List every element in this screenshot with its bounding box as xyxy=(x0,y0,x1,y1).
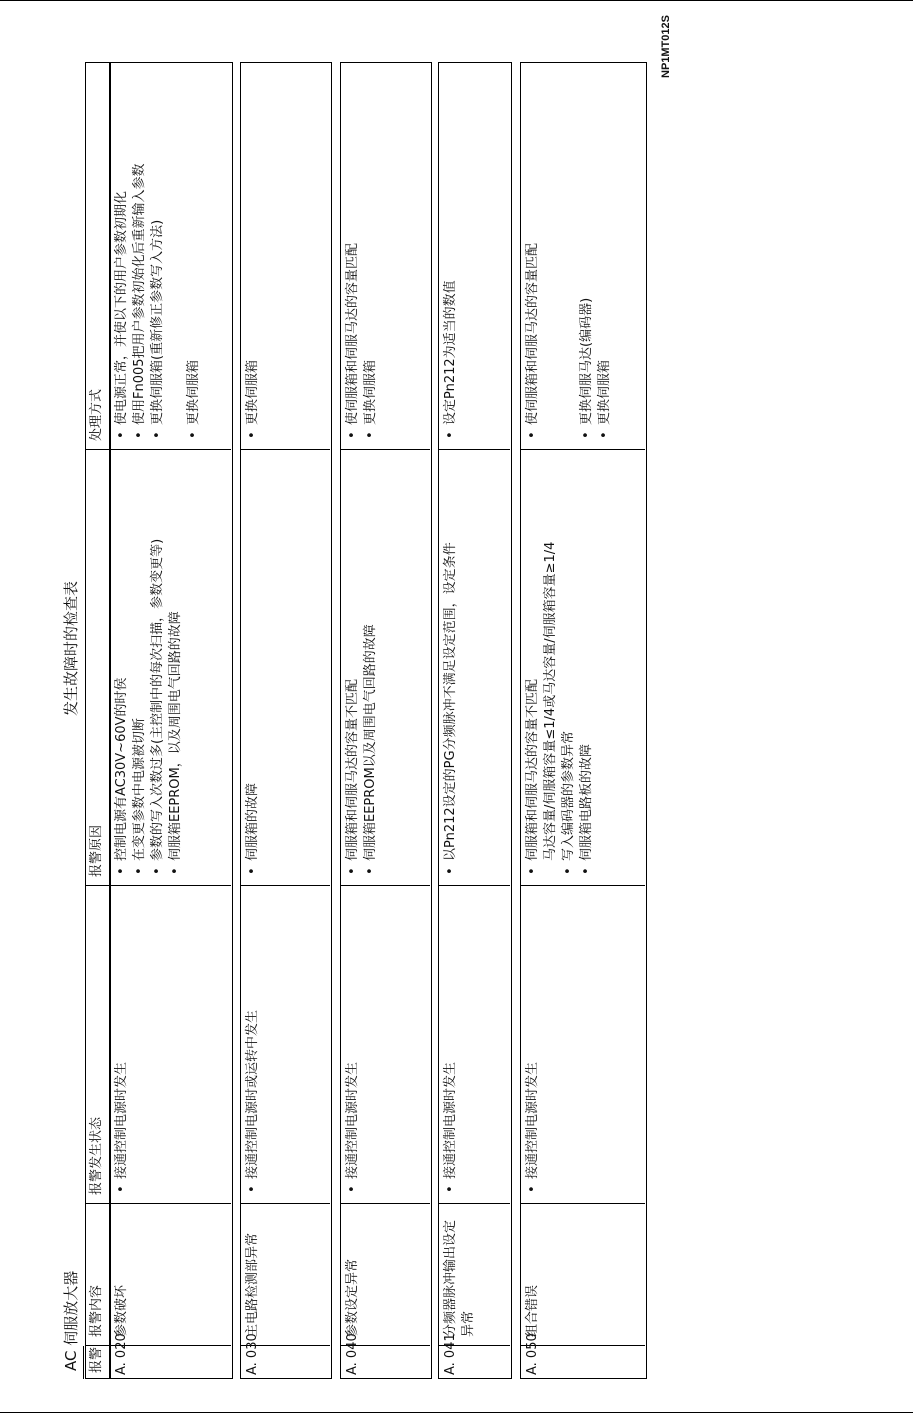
header-state: 报警发生状态 xyxy=(89,1116,104,1195)
alarm-content: 分频器脉冲输出设定异常 xyxy=(443,1219,476,1337)
alarm-code: A. 020 xyxy=(114,1333,129,1375)
alarm-content: 参数设定异常 xyxy=(345,1258,360,1337)
alarm-state: • 接通控制电源时发生 xyxy=(442,1062,460,1195)
cause-item: • 参数的写入次数过多(主控制中的每次扫描，参数变更等) xyxy=(149,461,167,877)
action-item: • 使伺服箱和伺服马达的容量匹配 xyxy=(524,243,542,441)
action-item: • 更换伺服箱 xyxy=(185,163,203,441)
cause-item: • 伺服箱和伺服马达的容量不匹配 xyxy=(344,624,362,877)
table-header-row xyxy=(85,64,109,1379)
header-cause: 报警原因 xyxy=(89,824,104,877)
action-item: • 设定Pn212为适当的数值 xyxy=(442,280,460,441)
action-item: • 使用Fn005把用户参数初始化后重新输入参数 xyxy=(131,163,149,441)
cause-item: • 以Pn212设定的PG分频脉冲不满足设定范围，设定条件 xyxy=(442,457,460,877)
alarm-state: • 接通控制电源时发生 xyxy=(113,1062,131,1195)
cause-item: • 伺服箱EEPROM以及周围电气回路的故障 xyxy=(362,624,380,877)
table-row xyxy=(340,64,430,1379)
cause-item: • 伺服箱的故障 xyxy=(244,783,262,877)
action-item: • 更换伺服箱 xyxy=(596,243,614,441)
header-action: 处理方式 xyxy=(89,388,104,441)
alarm-code: A. 050 xyxy=(525,1333,540,1375)
cause-item: • 写入编码器的参数异常 xyxy=(560,481,578,877)
alarm-code: A. 030 xyxy=(245,1333,260,1375)
table-row xyxy=(109,64,231,1379)
action-item: • 更换伺服箱(重新修正参数写入方法) xyxy=(149,163,167,441)
alarm-content: 参数破坏 xyxy=(114,1284,129,1337)
table-row xyxy=(438,64,510,1379)
alarm-state: • 接通控制电源时发生 xyxy=(344,1062,362,1195)
figure-ref: NP1MT012S xyxy=(660,15,672,78)
action-item: • 更换伺服箱 xyxy=(244,360,262,441)
alarm-state: • 接通控制电源时或运转中发生 xyxy=(244,905,262,1195)
action-item: • 更换伺服箱 xyxy=(362,243,380,441)
alarm-code: A. 041 xyxy=(443,1333,458,1375)
table-title: 发生故障时的检查表 xyxy=(62,580,80,716)
action-item: • 使伺服箱和伺服马达的容量匹配 xyxy=(344,243,362,441)
alarm-content: 组合错误 xyxy=(525,1284,540,1337)
alarm-state: • 接通控制电源时发生 xyxy=(524,1062,542,1195)
action-item: • 使电源正常，并使以下的用户参数初期化 xyxy=(113,163,131,441)
cause-item: • 在变更参数中电源被切断 xyxy=(131,461,149,877)
cause-item: • 控制电源有AC30V~60V的时侯 xyxy=(113,461,131,877)
table-row xyxy=(240,64,330,1379)
section-header: AC 伺服放大器 xyxy=(62,1270,80,1371)
alarm-code: A. 040 xyxy=(345,1333,360,1375)
cause-subitem: 马达容量/伺服箱容量≤1/4或马达容量/伺服箱容量≥1/4 xyxy=(543,541,558,861)
cause-item: • 伺服箱电路板的故障 xyxy=(578,481,596,877)
action-item: • 更换伺服马达(编码器) xyxy=(578,243,596,441)
table-row xyxy=(520,64,645,1379)
cause-item: • 伺服箱和伺服马达的容量不匹配 xyxy=(524,481,542,877)
header-alarm: 报警 xyxy=(89,1346,104,1373)
cause-item: • 伺服箱EEPROM，以及周围电气回路的故障 xyxy=(167,461,185,877)
alarm-content: 主电路检测部异常 xyxy=(245,1232,260,1337)
header-content: 报警内容 xyxy=(89,1284,104,1337)
